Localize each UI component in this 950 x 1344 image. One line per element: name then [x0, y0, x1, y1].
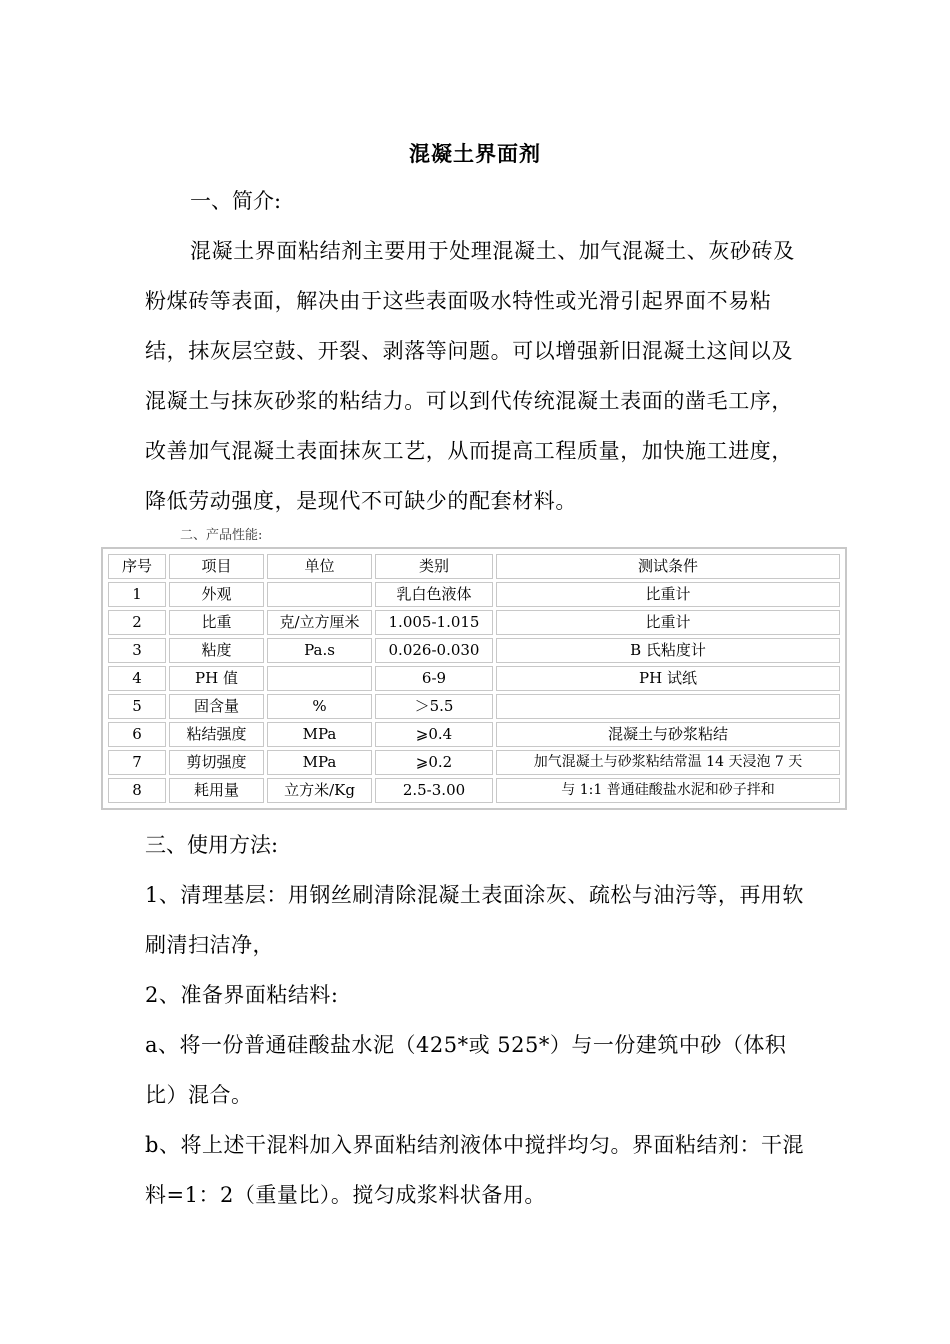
performance-table: [105, 551, 843, 806]
table-row: [108, 582, 840, 607]
header-cell-test-condition: 测试条件: [496, 554, 840, 579]
table-cell: Pa.s: [267, 638, 372, 663]
header-cell-category: 类别: [375, 554, 493, 579]
table-cell: [267, 666, 372, 691]
table-row: [108, 694, 840, 719]
table-cell: PH 试纸: [496, 666, 840, 691]
table-row: [108, 610, 840, 635]
table-cell: 1: [108, 582, 166, 607]
header-cell-item: 项目: [169, 554, 264, 579]
table-cell: ＞5.5: [375, 694, 493, 719]
table-cell: ⩾0.4: [375, 722, 493, 747]
table-cell: 比重计: [496, 582, 840, 607]
table-cell: 固含量: [169, 694, 264, 719]
table-cell: 7: [108, 750, 166, 775]
table-cell: 6: [108, 722, 166, 747]
table-cell: MPa: [267, 750, 372, 775]
step-item: 2、准备界面粘结料:: [145, 983, 339, 1007]
intro-paragraph: 混凝土界面粘结剂主要用于处理混凝土、加气混凝土、灰砂砖及粉煤砖等表面，解决由于这些表面吸水特性或光滑引起界面不易粘结，抹灰层空鼓、开裂、剥落等问题。可以增强新旧混凝土这间以及混凝土与抹灰砂浆的粘结力。可以到代传统混凝土表面的凿毛工序，改善加气混凝土表面抹灰工艺，从而提高工程质量，加快施工进度，降低劳动强度，是现代不可缺少的配套材料。: [145, 239, 795, 513]
table-cell: 与 1:1 普通硅酸盐水泥和砂子拌和: [496, 778, 840, 803]
step-item: 1、清理基层：用钢丝刷清除混凝土表面涂灰、疏松与油污等，再用软刷清扫洁净，: [145, 883, 804, 957]
table-cell: 8: [108, 778, 166, 803]
table-cell: 加气混凝土与砂浆粘结常温 14 天浸泡 7 天: [496, 750, 840, 775]
table-cell: 混凝土与砂浆粘结: [496, 722, 840, 747]
step-item: a、将一份普通硅酸盐水泥（425*或 525*）与一份建筑中砂（体积比）混合。: [145, 1033, 787, 1107]
table-cell: 耗用量: [169, 778, 264, 803]
table-row: [108, 722, 840, 747]
table-cell: 2: [108, 610, 166, 635]
table-cell: [496, 694, 840, 719]
table-cell: 粘度: [169, 638, 264, 663]
table-cell: 乳白色液体: [375, 582, 493, 607]
table-cell: 外观: [169, 582, 264, 607]
table-cell: 剪切强度: [169, 750, 264, 775]
step-item: b、将上述干混料加入界面粘结剂液体中搅拌均匀。界面粘结剂：干混料=1：2（重量比）。搅匀成浆料状备用。: [145, 1133, 804, 1207]
table-cell: 6-9: [375, 666, 493, 691]
section-3-heading: 三、使用方法:: [145, 833, 279, 857]
table-cell: 立方米/Kg: [267, 778, 372, 803]
table-cell: MPa: [267, 722, 372, 747]
section-2-heading: 二、产品性能:: [180, 528, 263, 543]
table-row: [108, 750, 840, 775]
document-title: 混凝土界面剂: [409, 141, 541, 166]
header-cell-index: 序号: [108, 554, 166, 579]
table-cell: 粘结强度: [169, 722, 264, 747]
table-cell: 比重计: [496, 610, 840, 635]
table-cell: B 氏粘度计: [496, 638, 840, 663]
table-cell: 5: [108, 694, 166, 719]
table-cell: [267, 582, 372, 607]
section-1-heading: 一、简介:: [190, 189, 282, 213]
table-cell: 2.5-3.00: [375, 778, 493, 803]
table-cell: 1.005-1.015: [375, 610, 493, 635]
table-header-row: [108, 554, 840, 579]
table-row: [108, 778, 840, 803]
table-cell: %: [267, 694, 372, 719]
table-cell: 3: [108, 638, 166, 663]
performance-table-frame: [101, 547, 847, 810]
table-cell: ⩾0.2: [375, 750, 493, 775]
table-cell: 4: [108, 666, 166, 691]
table-cell: 克/立方厘米: [267, 610, 372, 635]
table-row: [108, 638, 840, 663]
header-cell-unit: 单位: [267, 554, 372, 579]
table-cell: PH 值: [169, 666, 264, 691]
table-cell: 0.026-0.030: [375, 638, 493, 663]
table-row: [108, 666, 840, 691]
table-cell: 比重: [169, 610, 264, 635]
usage-steps: [145, 870, 810, 1220]
